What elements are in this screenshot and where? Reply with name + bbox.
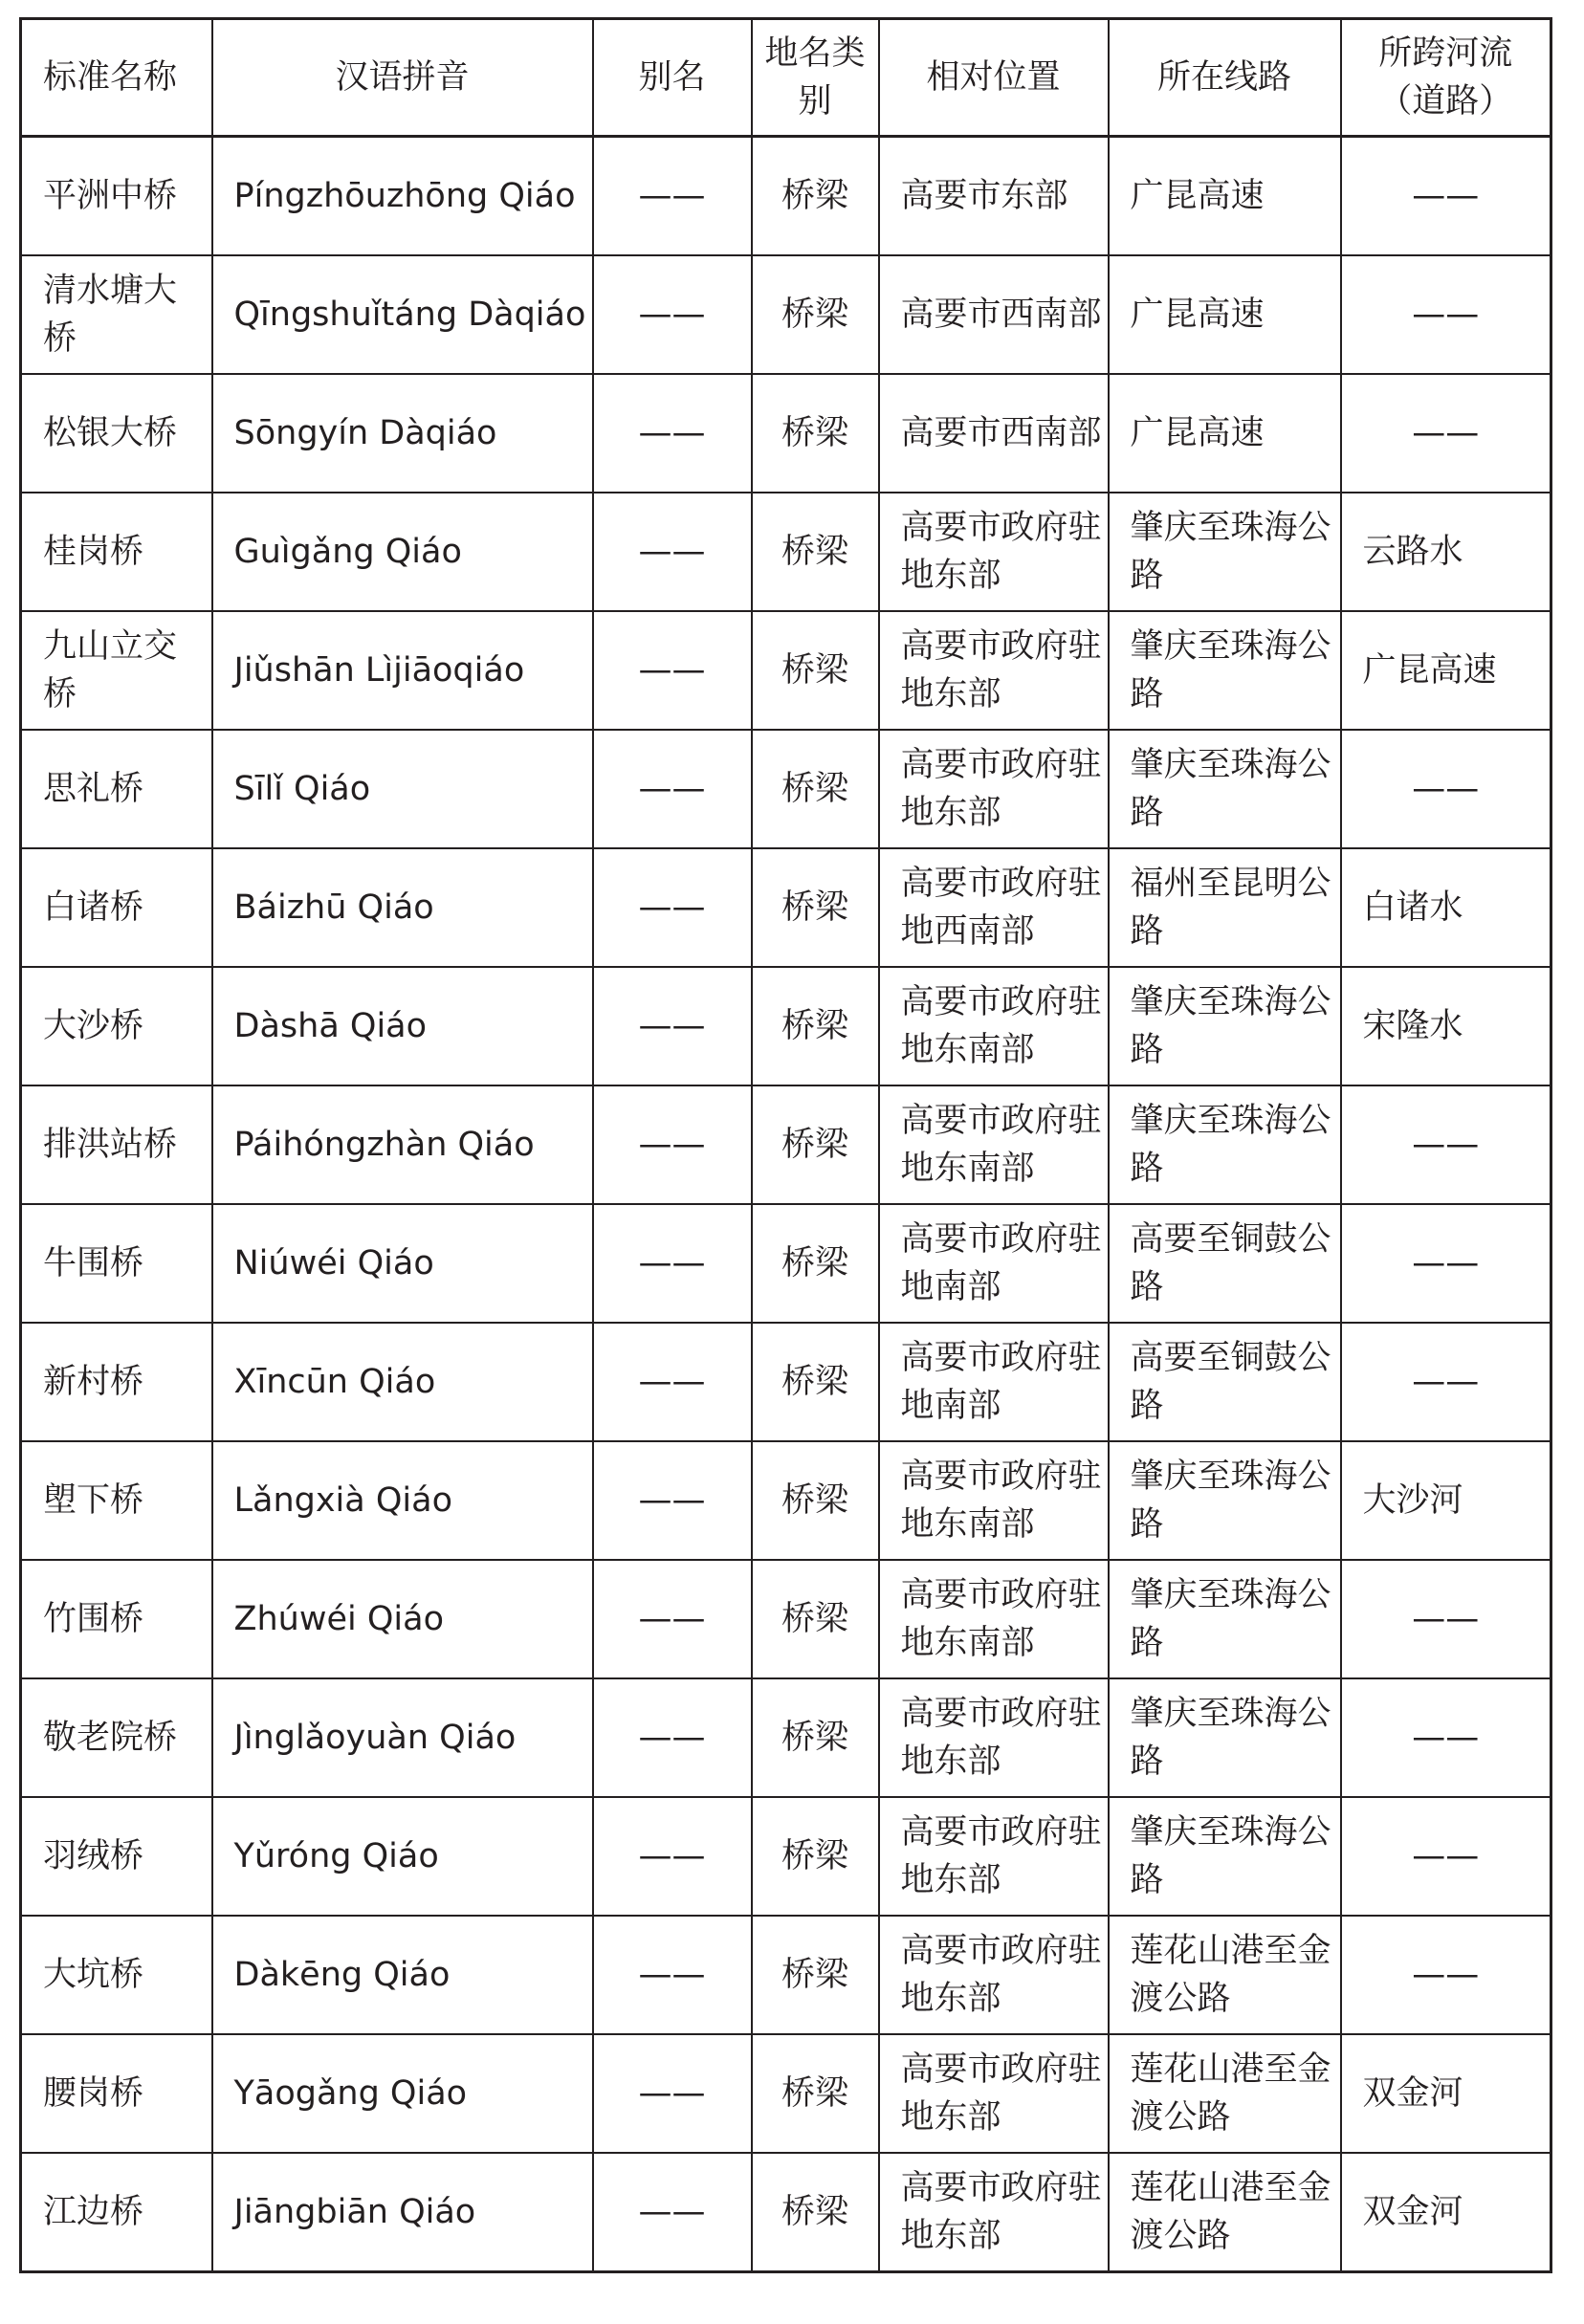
- cell-relative-location: 高要市政府驻地东部: [879, 730, 1109, 848]
- cell-place-type: 桥梁: [752, 2034, 879, 2153]
- cell-relative-location: 高要市政府驻地东南部: [879, 1085, 1109, 1204]
- cell-standard-name: 松银大桥: [21, 374, 212, 493]
- cell-relative-location: 高要市西南部: [879, 374, 1109, 493]
- cell-place-type: 桥梁: [752, 493, 879, 611]
- cell-route: 肇庆至珠海公路: [1109, 1678, 1341, 1797]
- cell-pinyin: Dàshā Qiáo: [212, 967, 593, 1085]
- cell-crossed-river: ——: [1341, 1323, 1551, 1441]
- cell-standard-name: 排洪站桥: [21, 1085, 212, 1204]
- cell-relative-location: 高要市东部: [879, 137, 1109, 256]
- cell-route: 福州至昆明公路: [1109, 848, 1341, 967]
- table-row: [21, 137, 1551, 256]
- cell-crossed-river: ——: [1341, 255, 1551, 374]
- table-body: [21, 137, 1551, 2272]
- table-row: [21, 493, 1551, 611]
- cell-place-type: 桥梁: [752, 1560, 879, 1678]
- cell-crossed-river: 白诸水: [1341, 848, 1551, 967]
- table-row: [21, 1085, 1551, 1204]
- cell-alias: ——: [593, 1916, 752, 2034]
- cell-pinyin: Zhúwéi Qiáo: [212, 1560, 593, 1678]
- cell-standard-name: 九山立交桥: [21, 611, 212, 730]
- cell-alias: ——: [593, 1323, 752, 1441]
- cell-route: 肇庆至珠海公路: [1109, 493, 1341, 611]
- cell-standard-name: 竹围桥: [21, 1560, 212, 1678]
- cell-standard-name: 羽绒桥: [21, 1797, 212, 1916]
- header-row: [21, 19, 1551, 137]
- cell-crossed-river: 双金河: [1341, 2034, 1551, 2153]
- cell-alias: ——: [593, 1678, 752, 1797]
- table-row: [21, 1916, 1551, 2034]
- cell-crossed-river: 大沙河: [1341, 1441, 1551, 1560]
- cell-alias: ——: [593, 137, 752, 256]
- cell-relative-location: 高要市政府驻地东南部: [879, 967, 1109, 1085]
- cell-route: 莲花山港至金渡公路: [1109, 1916, 1341, 2034]
- table-row: [21, 1204, 1551, 1323]
- table-row: [21, 730, 1551, 848]
- header-place-type: 地名类别: [752, 19, 879, 137]
- cell-standard-name: 塱下桥: [21, 1441, 212, 1560]
- cell-alias: ——: [593, 848, 752, 967]
- cell-relative-location: 高要市政府驻地东部: [879, 611, 1109, 730]
- table-row: [21, 1441, 1551, 1560]
- cell-standard-name: 腰岗桥: [21, 2034, 212, 2153]
- cell-route: 肇庆至珠海公路: [1109, 1085, 1341, 1204]
- cell-route: 莲花山港至金渡公路: [1109, 2034, 1341, 2153]
- table-row: [21, 967, 1551, 1085]
- cell-place-type: 桥梁: [752, 730, 879, 848]
- cell-pinyin: Xīncūn Qiáo: [212, 1323, 593, 1441]
- cell-route: 广昆高速: [1109, 255, 1341, 374]
- cell-alias: ——: [593, 493, 752, 611]
- cell-crossed-river: 云路水: [1341, 493, 1551, 611]
- cell-pinyin: Niúwéi Qiáo: [212, 1204, 593, 1323]
- cell-pinyin: Jiǔshān Lìjiāoqiáo: [212, 611, 593, 730]
- cell-relative-location: 高要市政府驻地东部: [879, 1797, 1109, 1916]
- cell-relative-location: 高要市政府驻地东南部: [879, 1560, 1109, 1678]
- header-alias: 别名: [593, 19, 752, 137]
- cell-alias: ——: [593, 730, 752, 848]
- table-row: [21, 1323, 1551, 1441]
- cell-pinyin: Páihóngzhàn Qiáo: [212, 1085, 593, 1204]
- header-pinyin: 汉语拼音: [212, 19, 593, 137]
- cell-standard-name: 牛围桥: [21, 1204, 212, 1323]
- cell-standard-name: 清水塘大桥: [21, 255, 212, 374]
- cell-pinyin: Jiāngbiān Qiáo: [212, 2153, 593, 2272]
- cell-standard-name: 新村桥: [21, 1323, 212, 1441]
- cell-place-type: 桥梁: [752, 255, 879, 374]
- cell-standard-name: 大沙桥: [21, 967, 212, 1085]
- cell-standard-name: 桂岗桥: [21, 493, 212, 611]
- cell-route: 肇庆至珠海公路: [1109, 1441, 1341, 1560]
- cell-place-type: 桥梁: [752, 1441, 879, 1560]
- cell-route: 高要至铜鼓公路: [1109, 1204, 1341, 1323]
- cell-alias: ——: [593, 374, 752, 493]
- cell-pinyin: Sōngyín Dàqiáo: [212, 374, 593, 493]
- cell-alias: ——: [593, 1560, 752, 1678]
- cell-standard-name: 思礼桥: [21, 730, 212, 848]
- cell-place-type: 桥梁: [752, 1323, 879, 1441]
- cell-relative-location: 高要市政府驻地南部: [879, 1204, 1109, 1323]
- header-standard-name: 标准名称: [21, 19, 212, 137]
- table-row: [21, 848, 1551, 967]
- table-row: [21, 611, 1551, 730]
- cell-route: 肇庆至珠海公路: [1109, 611, 1341, 730]
- cell-place-type: 桥梁: [752, 1916, 879, 2034]
- table-row: [21, 1560, 1551, 1678]
- cell-pinyin: Dàkēng Qiáo: [212, 1916, 593, 2034]
- cell-alias: ——: [593, 2034, 752, 2153]
- cell-crossed-river: ——: [1341, 1797, 1551, 1916]
- cell-crossed-river: ——: [1341, 1085, 1551, 1204]
- cell-pinyin: Jìnglǎoyuàn Qiáo: [212, 1678, 593, 1797]
- cell-relative-location: 高要市政府驻地东南部: [879, 1441, 1109, 1560]
- header-relative-location: 相对位置: [879, 19, 1109, 137]
- cell-pinyin: Yāogǎng Qiáo: [212, 2034, 593, 2153]
- cell-relative-location: 高要市政府驻地东部: [879, 2153, 1109, 2272]
- cell-alias: ——: [593, 2153, 752, 2272]
- cell-crossed-river: ——: [1341, 1678, 1551, 1797]
- cell-pinyin: Píngzhōuzhōng Qiáo: [212, 137, 593, 256]
- cell-place-type: 桥梁: [752, 2153, 879, 2272]
- cell-pinyin: Guìgǎng Qiáo: [212, 493, 593, 611]
- cell-route: 莲花山港至金渡公路: [1109, 2153, 1341, 2272]
- cell-alias: ——: [593, 1204, 752, 1323]
- header-route: 所在线路: [1109, 19, 1341, 137]
- cell-standard-name: 江边桥: [21, 2153, 212, 2272]
- cell-standard-name: 白诸桥: [21, 848, 212, 967]
- cell-relative-location: 高要市政府驻地东部: [879, 1916, 1109, 2034]
- cell-crossed-river: 宋隆水: [1341, 967, 1551, 1085]
- cell-alias: ——: [593, 967, 752, 1085]
- header-crossed-river: 所跨河流（道路）: [1341, 19, 1551, 137]
- cell-relative-location: 高要市政府驻地东部: [879, 2034, 1109, 2153]
- cell-relative-location: 高要市政府驻地南部: [879, 1323, 1109, 1441]
- cell-pinyin: Lǎngxià Qiáo: [212, 1441, 593, 1560]
- cell-place-type: 桥梁: [752, 611, 879, 730]
- cell-alias: ——: [593, 255, 752, 374]
- cell-route: 肇庆至珠海公路: [1109, 967, 1341, 1085]
- cell-place-type: 桥梁: [752, 848, 879, 967]
- cell-place-type: 桥梁: [752, 1678, 879, 1797]
- cell-pinyin: Qīngshuǐtáng Dàqiáo: [212, 255, 593, 374]
- cell-pinyin: Yǔróng Qiáo: [212, 1797, 593, 1916]
- cell-crossed-river: ——: [1341, 137, 1551, 256]
- cell-route: 广昆高速: [1109, 374, 1341, 493]
- cell-alias: ——: [593, 611, 752, 730]
- table-row: [21, 374, 1551, 493]
- cell-pinyin: Báizhū Qiáo: [212, 848, 593, 967]
- cell-alias: ——: [593, 1441, 752, 1560]
- cell-place-type: 桥梁: [752, 1085, 879, 1204]
- cell-crossed-river: ——: [1341, 1916, 1551, 2034]
- cell-standard-name: 平洲中桥: [21, 137, 212, 256]
- cell-crossed-river: ——: [1341, 730, 1551, 848]
- cell-pinyin: Sīlǐ Qiáo: [212, 730, 593, 848]
- table-row: [21, 2034, 1551, 2153]
- cell-crossed-river: ——: [1341, 1560, 1551, 1678]
- cell-crossed-river: ——: [1341, 374, 1551, 493]
- cell-relative-location: 高要市西南部: [879, 255, 1109, 374]
- cell-route: 广昆高速: [1109, 137, 1341, 256]
- cell-crossed-river: 广昆高速: [1341, 611, 1551, 730]
- table-row: [21, 1678, 1551, 1797]
- table-row: [21, 2153, 1551, 2272]
- cell-crossed-river: 双金河: [1341, 2153, 1551, 2272]
- cell-crossed-river: ——: [1341, 1204, 1551, 1323]
- cell-route: 高要至铜鼓公路: [1109, 1323, 1341, 1441]
- cell-standard-name: 大坑桥: [21, 1916, 212, 2034]
- cell-route: 肇庆至珠海公路: [1109, 1797, 1341, 1916]
- bridge-place-name-table: [19, 17, 1552, 2273]
- cell-alias: ——: [593, 1797, 752, 1916]
- cell-place-type: 桥梁: [752, 137, 879, 256]
- table-row: [21, 255, 1551, 374]
- cell-relative-location: 高要市政府驻地西南部: [879, 848, 1109, 967]
- cell-relative-location: 高要市政府驻地东部: [879, 493, 1109, 611]
- cell-route: 肇庆至珠海公路: [1109, 730, 1341, 848]
- table-row: [21, 1797, 1551, 1916]
- cell-alias: ——: [593, 1085, 752, 1204]
- cell-standard-name: 敬老院桥: [21, 1678, 212, 1797]
- cell-place-type: 桥梁: [752, 967, 879, 1085]
- cell-place-type: 桥梁: [752, 1204, 879, 1323]
- cell-place-type: 桥梁: [752, 1797, 879, 1916]
- cell-place-type: 桥梁: [752, 374, 879, 493]
- cell-route: 肇庆至珠海公路: [1109, 1560, 1341, 1678]
- cell-relative-location: 高要市政府驻地东部: [879, 1678, 1109, 1797]
